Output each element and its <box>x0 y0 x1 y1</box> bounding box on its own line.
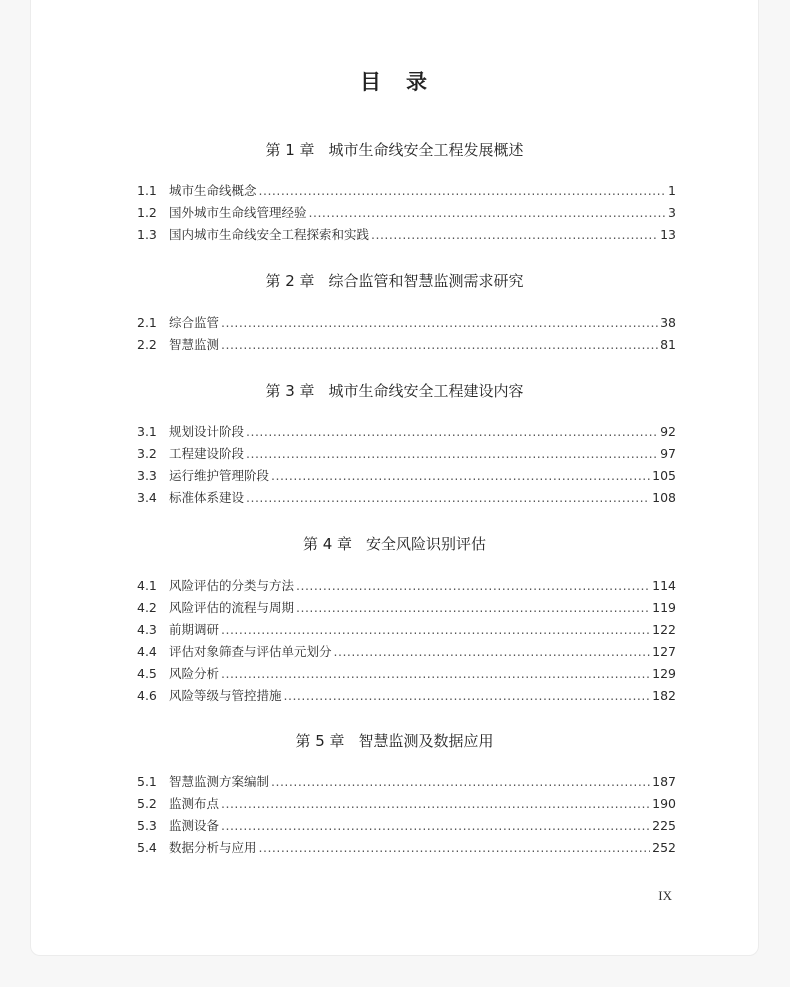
toc-entry[interactable] <box>137 313 676 333</box>
toc-entry[interactable] <box>137 203 676 223</box>
toc-entry[interactable] <box>137 181 676 201</box>
entry-number: 1.3 <box>137 227 157 242</box>
chapter-number: 第 2 章 <box>265 272 315 290</box>
entry-label: 监测设备 <box>169 818 220 833</box>
entry-page: 38 <box>660 315 676 330</box>
page-number: IX <box>658 888 672 903</box>
entry-label: 风险评估的流程与周期 <box>169 600 295 615</box>
entry-page: 105 <box>652 468 676 483</box>
entry-page: 129 <box>652 666 676 681</box>
entry-number: 2.2 <box>137 337 157 352</box>
dot-leader <box>221 818 650 833</box>
entry-label: 智慧监测 <box>169 337 220 352</box>
entry-label: 工程建设阶段 <box>169 446 245 461</box>
toc-entry[interactable] <box>137 488 676 508</box>
entry-label: 风险等级与管控措施 <box>169 688 282 703</box>
entry-label: 风险评估的分类与方法 <box>169 578 295 593</box>
chapter-heading[interactable] <box>31 270 758 291</box>
entry-number: 4.3 <box>137 622 157 637</box>
chapter-heading[interactable] <box>31 533 758 554</box>
entry-page: 122 <box>652 622 676 637</box>
entry-number: 5.3 <box>137 818 157 833</box>
chapter-title: 安全风险识别评估 <box>366 535 487 553</box>
toc-title: 目 录 <box>360 70 429 94</box>
dot-leader <box>259 840 651 855</box>
toc-entry[interactable] <box>137 422 676 442</box>
toc-entry[interactable] <box>137 466 676 486</box>
entry-number: 5.1 <box>137 774 157 789</box>
entry-label: 综合监管 <box>169 315 220 330</box>
entry-page: 92 <box>660 424 676 439</box>
entry-page: 1 <box>668 183 676 198</box>
entry-label: 风险分析 <box>169 666 220 681</box>
chapter-heading[interactable] <box>31 139 758 160</box>
dot-leader <box>259 183 667 198</box>
entry-page: 182 <box>652 688 676 703</box>
toc-entry[interactable] <box>137 816 676 836</box>
dot-leader <box>221 622 650 637</box>
entry-number: 4.1 <box>137 578 157 593</box>
toc-entry[interactable] <box>137 686 676 706</box>
chapter-title: 城市生命线安全工程建设内容 <box>328 382 524 400</box>
entry-number: 3.4 <box>137 490 157 505</box>
chapter-title: 综合监管和智慧监测需求研究 <box>328 272 524 290</box>
chapter-title: 城市生命线安全工程发展概述 <box>328 141 524 159</box>
entry-page: 108 <box>652 490 676 505</box>
dot-leader <box>271 468 650 483</box>
entry-label: 标准体系建设 <box>169 490 245 505</box>
toc-entry[interactable] <box>137 444 676 464</box>
entry-number: 4.2 <box>137 600 157 615</box>
entry-page: 225 <box>652 818 676 833</box>
entry-label: 数据分析与应用 <box>169 840 257 855</box>
entry-page: 119 <box>652 600 676 615</box>
dot-leader <box>246 446 658 461</box>
chapter-heading[interactable] <box>31 730 758 751</box>
entry-number: 1.1 <box>137 183 157 198</box>
chapter-number: 第 3 章 <box>265 382 315 400</box>
entry-label: 监测布点 <box>169 796 220 811</box>
dot-leader <box>246 490 650 505</box>
toc-entry[interactable] <box>137 620 676 640</box>
toc-entry[interactable] <box>137 838 676 858</box>
entry-page: 97 <box>660 446 676 461</box>
entry-page: 114 <box>652 578 676 593</box>
toc-entry[interactable] <box>137 794 676 814</box>
entry-number: 1.2 <box>137 205 157 220</box>
entry-number: 3.1 <box>137 424 157 439</box>
chapter-number: 第 4 章 <box>302 535 353 553</box>
entry-page: 252 <box>652 840 676 855</box>
entry-number: 4.5 <box>137 666 157 681</box>
toc-entry[interactable] <box>137 225 676 245</box>
entry-label: 前期调研 <box>169 622 220 637</box>
dot-leader <box>246 424 658 439</box>
dot-leader <box>271 774 650 789</box>
entry-number: 5.4 <box>137 840 157 855</box>
entry-label: 规划设计阶段 <box>169 424 245 439</box>
entry-label: 国外城市生命线管理经验 <box>169 205 307 220</box>
entry-page: 187 <box>652 774 676 789</box>
entry-label: 评估对象筛查与评估单元划分 <box>169 644 332 659</box>
entry-label: 智慧监测方案编制 <box>169 774 270 789</box>
dot-leader <box>221 315 658 330</box>
dot-leader <box>221 337 658 352</box>
entry-number: 4.6 <box>137 688 157 703</box>
dot-leader <box>309 205 667 220</box>
chapter-title: 智慧监测及数据应用 <box>358 732 494 750</box>
dot-leader <box>221 666 650 681</box>
entry-number: 5.2 <box>137 796 157 811</box>
dot-leader <box>296 600 650 615</box>
toc-entry[interactable] <box>137 772 676 792</box>
dot-leader <box>371 227 658 242</box>
entry-label: 城市生命线概念 <box>169 183 257 198</box>
dot-leader <box>296 578 650 593</box>
entry-page: 13 <box>660 227 676 242</box>
entry-label: 国内城市生命线安全工程探索和实践 <box>169 227 370 242</box>
toc-entry[interactable] <box>137 598 676 618</box>
dot-leader <box>334 644 651 659</box>
entry-page: 81 <box>660 337 676 352</box>
chapter-number: 第 1 章 <box>265 141 315 159</box>
entry-number: 3.3 <box>137 468 157 483</box>
entry-page: 190 <box>652 796 676 811</box>
entry-number: 4.4 <box>137 644 157 659</box>
entry-page: 127 <box>652 644 676 659</box>
entry-page: 3 <box>668 205 676 220</box>
toc-entry[interactable] <box>137 664 676 684</box>
entry-number: 3.2 <box>137 446 157 461</box>
entry-label: 运行维护管理阶段 <box>169 468 270 483</box>
toc-entry[interactable] <box>137 576 676 596</box>
chapter-number: 第 5 章 <box>295 732 345 750</box>
toc-entry[interactable] <box>137 642 676 662</box>
toc-entry[interactable] <box>137 335 676 355</box>
entry-number: 2.1 <box>137 315 157 330</box>
document-page <box>30 0 759 956</box>
dot-leader <box>221 796 650 811</box>
chapter-heading[interactable] <box>31 380 758 401</box>
dot-leader <box>284 688 651 703</box>
